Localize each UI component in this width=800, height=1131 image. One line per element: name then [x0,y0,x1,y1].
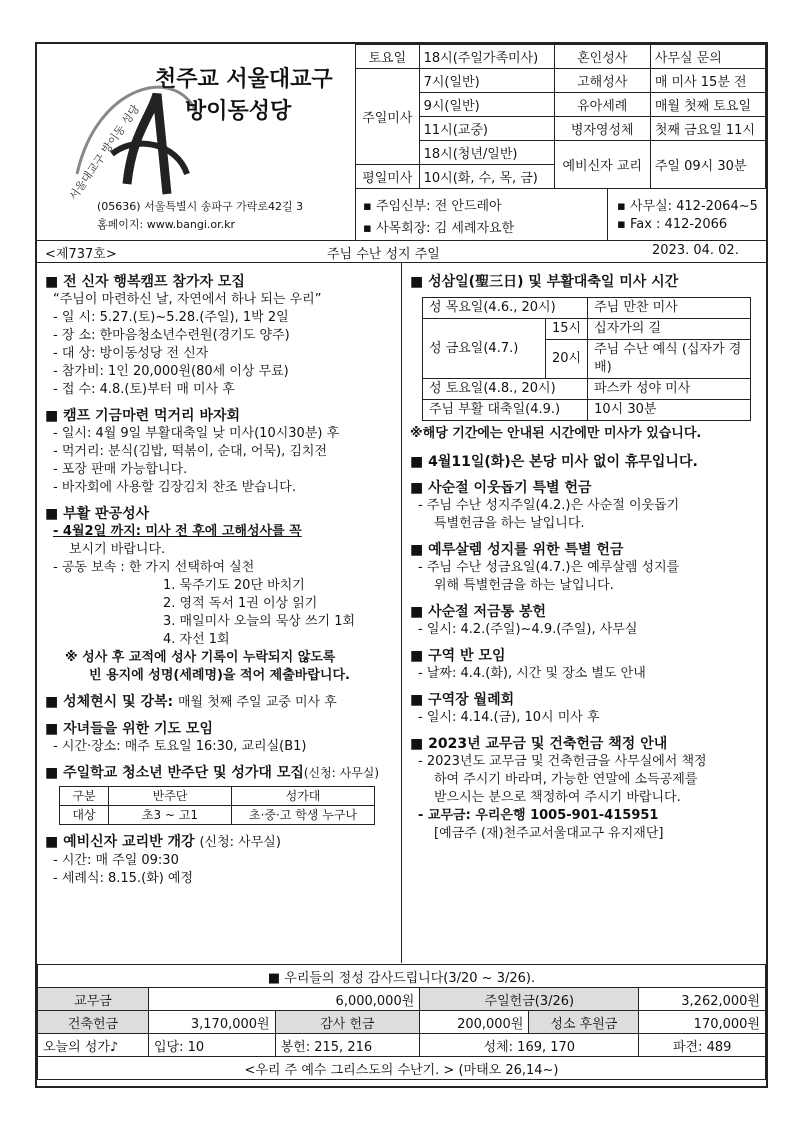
cell: 건축헌금 [38,1011,149,1034]
finance-area [37,964,766,1080]
section-heading: ■ 4월11일(화)은 본당 미사 없이 휴무입니다. [410,454,698,470]
cell: 초3 ~ 고1 [109,806,232,825]
cell: 평일미사 [356,165,420,189]
cell: 오늘의 성가♪ [38,1034,149,1057]
cell: 10시 30분 [588,400,751,421]
finance-table [37,964,766,1080]
cell: 반주단 [109,787,232,806]
cell: 주님 수난 예식 (십자가 경배) [588,340,751,379]
cell: 초·중·고 학생 누구나 [232,806,375,825]
cell: 첫째 금요일 11시 [650,117,765,141]
fax-text: Fax : 412-2066 [629,217,728,232]
list-item: - 2023년도 교무금 및 건축헌금을 사무실에서 책정 [418,754,707,769]
cell: 병자영성체 [554,117,650,141]
list-item: 3. 매일미사 오늘의 묵상 쓰기 1회 [163,614,356,629]
heading-detail: (신청: 사무실) [303,766,380,780]
cell: 유아세례 [554,93,650,117]
list-item: - 일시: 4월 9일 부활대축일 낮 미사(10시30분) 후 [53,426,340,441]
list-item: - 참가비: 1인 20,000원(80세 이상 무료) [53,364,289,379]
heading-text: 부활 판공성사 [63,506,150,522]
issue-bar [37,240,766,263]
pastor: ▪ 주임신부: 전 안드레아 [363,199,502,214]
heading-text: 구역장 월례회 [428,692,515,708]
cell: 200,000원 [420,1011,529,1034]
section-heading: ■ 주일학교 청소년 반주단 및 성가대 모집(신청: 사무실) [45,765,380,781]
logo-arc-text: 서울대교구 방이동 성당 [66,102,143,203]
cell: 혼인성사 [554,45,650,69]
right-column [402,263,766,963]
office-phone: ▪ 사무실: 412-2064~5 [617,199,758,214]
heading-text: 구역 반 모임 [428,648,506,664]
section-heading: ■ 사순절 이웃돕기 특별 헌금 [410,480,592,496]
church-name: 방이동성당 [185,99,292,124]
cell: 주일미사 [356,69,420,165]
heading-text: 캠프 기금마련 먹거리 바자회 [63,408,241,424]
list-item: - 일시: 4.2.(주일)~4.9.(주일), 사무실 [418,622,638,637]
cell: 교무금 [38,988,149,1011]
cell: 감사 헌금 [275,1011,420,1034]
issue-date: 2023. 04. 02. [652,243,739,258]
list-item: 2. 영적 독서 1권 이상 읽기 [163,596,318,611]
cell: 고해성사 [554,69,650,93]
note: ※ 성사 후 교적에 성사 기록이 누락되지 않도록 [65,650,336,665]
cell: 봉헌: 215, 216 [275,1034,420,1057]
cell: 주일헌금(3/26) [420,988,639,1011]
section-heading: ■ 사순절 저금통 봉헌 [410,604,547,620]
list-item: - 시간·장소: 매주 토요일 16:30, 교리실(B1) [53,739,307,754]
thanks-heading: ■ 우리들의 정성 감사드립니다(3/20 ~ 3/26). [38,965,766,988]
gospel-reading: <우리 주 예수 그리스도의 수난기. > (마태오 26,14~) [38,1057,766,1080]
heading-text: 자녀들을 위한 기도 모임 [63,721,213,737]
list-item: - 교무금: 우리은행 1005-901-415951 [418,808,659,823]
bulletin [35,42,768,1088]
cell: 토요일 [356,45,420,69]
list-item: 특별헌금을 하는 날입니다. [434,516,585,531]
list-item: - 포장 판매 가능합니다. [53,462,188,477]
section-heading: ■ 캠프 기금마련 먹거리 바자회 [45,408,241,424]
cell: 구분 [60,787,109,806]
cell: 주일 09시 30분 [650,141,765,189]
header [37,44,766,241]
heading-text: 사순절 저금통 봉헌 [428,604,547,620]
cell: 20시 [546,340,588,379]
list-item: - 날짜: 4.4.(화), 시간 및 장소 별도 안내 [418,666,646,681]
list-item: - 일 시: 5.27.(토)~5.28.(주일), 1박 2일 [53,310,289,325]
list-item: - 바자회에 사용할 김장김치 찬조 받습니다. [53,480,296,495]
list-item: - 시간: 매 주일 09:30 [53,853,179,868]
fax: ▪ Fax : 412-2066 [617,217,728,232]
list-item: - 주님 수난 성지주일(4.2.)은 사순절 이웃돕기 [418,498,680,513]
cell: 예비신자 교리 [554,141,650,189]
heading-text: 예루살렘 성지를 위한 특별 헌금 [428,542,624,558]
list-item: - 장 소: 한마음청소년수련원(경기도 양주) [53,328,290,343]
address: (05636) 서울특별시 송파구 가락로42길 3 [97,200,304,213]
list-item: - 접 수: 4.8.(토)부터 매 미사 후 [53,382,235,397]
section-heading: ■ 전 신자 행복캠프 참가자 모집 [45,274,245,290]
cell: 15시 [546,319,588,340]
pastor-text: 주임신부: 전 안드레아 [375,199,502,214]
list-item: 위해 특별헌금을 하는 날입니다. [434,578,614,593]
section-heading: ■ 구역 반 모임 [410,648,506,664]
section-heading: ■ 성삼일(聖三日) 및 부활대축일 미사 시간 [410,274,679,290]
cell: 성 토요일(4.8., 20시) [423,379,588,400]
office-text: 사무실: 412-2064~5 [629,199,758,214]
section-heading: ■ 자녀들을 위한 기도 모임 [45,721,213,737]
cell: 170,000원 [639,1011,766,1034]
heading-text: 전 신자 행복캠프 참가자 모집 [63,274,245,290]
list-item: - 대 상: 방이동성당 전 신자 [53,346,209,361]
council: ▪ 사목회장: 김 세례자요한 [363,221,515,236]
list-item: - 세례식: 8.15.(화) 예정 [53,871,194,886]
heading-text: 4월11일(화)은 본당 미사 없이 휴무입니다. [428,454,698,470]
list-item: - 먹거리: 분식(김밥, 떡볶이, 순대, 어묵), 김치전 [53,444,328,459]
cell: 18시(청년/일반) [419,141,554,165]
contact-info [355,188,766,241]
issue-title: 주님 수난 성지 주일 [327,247,440,262]
cell: 성체: 169, 170 [420,1034,639,1057]
list-item: - 일시: 4.14.(금), 10시 미사 후 [418,710,600,725]
heading-detail: (신청: 사무실) [199,835,281,850]
cell: 9시(일반) [419,93,554,117]
church-title: 천주교 서울대교구 [155,67,333,92]
list-item: 받으시는 분으로 책정하여 주시기 바랍니다. [434,790,681,805]
cell: 입당: 10 [149,1034,276,1057]
section-heading: ■ 2023년 교무금 및 건축헌금 책정 안내 [410,736,668,752]
list-item: 1. 묵주기도 20단 바치기 [163,578,305,593]
cell: 매 미사 15분 전 [650,69,765,93]
divider [607,189,608,241]
note: 빈 용지에 성명(세례명)을 적어 제출바랍니다. [89,668,350,683]
list-item: 하여 주시기 바라며, 가능한 연말에 소득공제를 [434,772,698,787]
heading-detail: 매월 첫째 주일 교중 미사 후 [178,695,337,710]
cell: 성가대 [232,787,375,806]
cell: 대상 [60,806,109,825]
list-item: 4. 자선 1회 [163,632,230,647]
cell: 파견: 489 [639,1034,766,1057]
section-heading: ■ 구역장 월례회 [410,692,515,708]
cell: 사무실 문의 [650,45,765,69]
heading-text: 사순절 이웃돕기 특별 헌금 [428,480,592,496]
cell: 7시(일반) [419,69,554,93]
cell: 주님 부활 대축일(4.9.) [423,400,588,421]
mass-schedule-table [355,44,766,189]
council-text: 사목회장: 김 세례자요한 [375,221,515,236]
section-heading: ■ 성체현시 및 강복: 매월 첫째 주일 교중 미사 후 [45,694,337,710]
homepage[interactable]: 홈페이지: www.bangi.or.kr [97,218,236,231]
heading-text: 성체현시 및 강복: [63,694,174,710]
heading-text: 예비신자 교리반 개강 [63,834,195,850]
cell: 3,262,000원 [639,988,766,1011]
list-item: [예금주 (재)천주교서울대교구 유지재단] [434,826,664,841]
cell: 11시(교중) [419,117,554,141]
left-column [37,263,402,963]
list-item: 보시기 바랍니다. [69,542,166,557]
cell: 성 금요일(4.7.) [423,319,546,379]
heading-text: 2023년 교무금 및 건축헌금 책정 안내 [428,736,668,752]
list-item: - 주님 수난 성금요일(4.7.)은 예루살렘 성지를 [418,560,680,575]
section-heading: ■ 부활 판공성사 [45,506,150,522]
section-heading: ■ 예비신자 교리반 개강 (신청: 사무실) [45,834,281,850]
cell: 18시(주일가족미사) [419,45,554,69]
cell: 파스카 성야 미사 [588,379,751,400]
logo-area [37,44,356,240]
cell: 주님 만찬 미사 [588,298,751,319]
cell: 10시(화, 수, 목, 금) [419,165,554,189]
cell: 3,170,000원 [149,1011,276,1034]
camp-quote: “주님이 마련하신 날, 자연에서 하나 되는 우리” [53,292,322,307]
list-item: - 공동 보속 : 한 가지 선택하여 실천 [53,560,255,575]
note: ※해당 기간에는 안내된 시간에만 미사가 있습니다. [410,426,702,441]
cell: 매월 첫째 토요일 [650,93,765,117]
cell: 성 목요일(4.6., 20시) [423,298,588,319]
issue-number: <제737호> [45,247,117,262]
list-item: - 4월2일 까지: 미사 전 후에 고해성사를 꼭 [53,524,302,539]
cell: 6,000,000원 [149,988,420,1011]
cell: 십자가의 길 [588,319,751,340]
heading-text: 성삼일(聖三日) 및 부활대축일 미사 시간 [428,274,679,290]
heading-text: 주일학교 청소년 반주단 및 성가대 모집 [63,765,304,781]
section-heading: ■ 예루살렘 성지를 위한 특별 헌금 [410,542,624,558]
holy-week-table [422,297,751,421]
cell: 성소 후원금 [529,1011,639,1034]
youth-table [59,786,375,825]
